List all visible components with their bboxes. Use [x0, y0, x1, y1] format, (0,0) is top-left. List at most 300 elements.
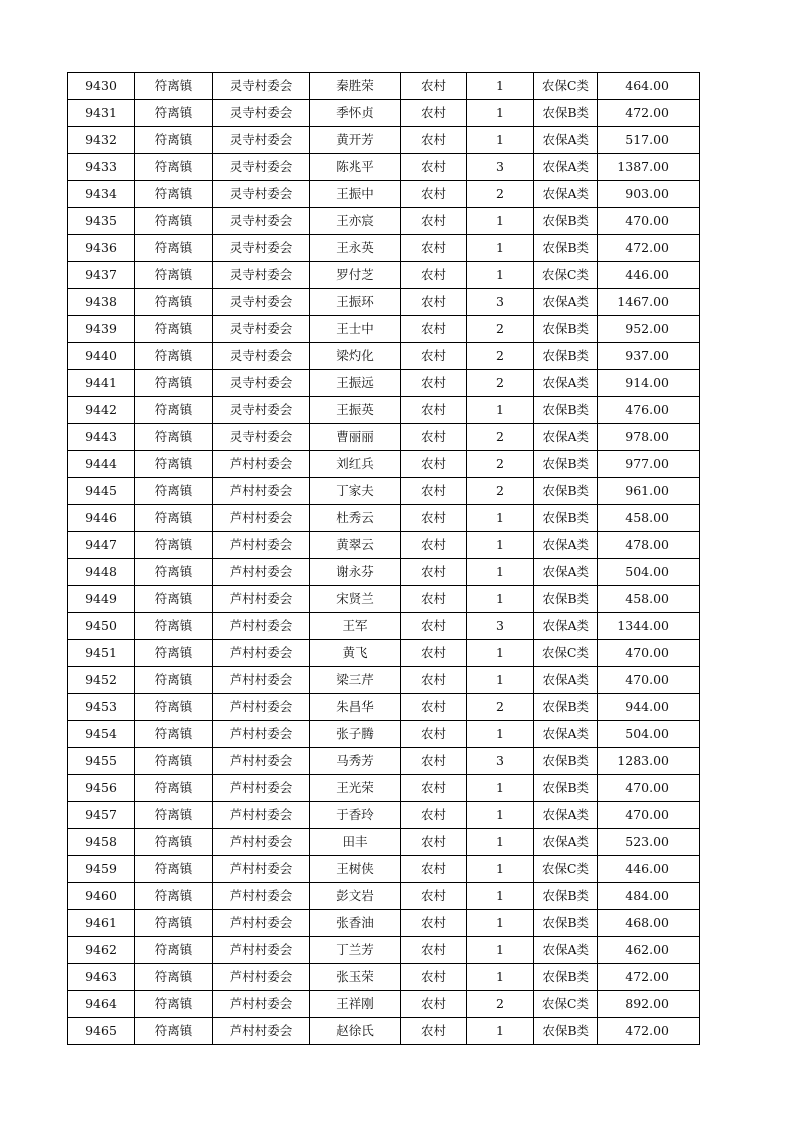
amount-cell: 523.00 [598, 829, 700, 856]
insurance-category-cell: 农保B类 [534, 586, 598, 613]
row-number-cell: 9464 [68, 991, 135, 1018]
name-cell: 王振环 [310, 289, 401, 316]
table-row [68, 640, 700, 667]
amount-cell: 446.00 [598, 856, 700, 883]
town-cell: 符离镇 [135, 721, 213, 748]
name-cell: 杜秀云 [310, 505, 401, 532]
town-cell: 符离镇 [135, 127, 213, 154]
insurance-category-cell: 农保A类 [534, 289, 598, 316]
member-count-cell: 1 [467, 883, 534, 910]
member-count-cell: 3 [467, 289, 534, 316]
row-number-cell: 9433 [68, 154, 135, 181]
household-type-cell: 农村 [401, 208, 467, 235]
row-number-cell: 9444 [68, 451, 135, 478]
amount-cell: 470.00 [598, 802, 700, 829]
table-row [68, 100, 700, 127]
town-cell: 符离镇 [135, 640, 213, 667]
household-type-cell: 农村 [401, 154, 467, 181]
row-number-cell: 9435 [68, 208, 135, 235]
amount-cell: 504.00 [598, 721, 700, 748]
household-type-cell: 农村 [401, 991, 467, 1018]
member-count-cell: 1 [467, 964, 534, 991]
amount-cell: 478.00 [598, 532, 700, 559]
table-row [68, 289, 700, 316]
amount-cell: 944.00 [598, 694, 700, 721]
household-type-cell: 农村 [401, 775, 467, 802]
town-cell: 符离镇 [135, 964, 213, 991]
insurance-category-cell: 农保A类 [534, 154, 598, 181]
village-committee-cell: 灵寺村委会 [213, 100, 310, 127]
table-row [68, 910, 700, 937]
village-committee-cell: 芦村村委会 [213, 586, 310, 613]
row-number-cell: 9447 [68, 532, 135, 559]
amount-cell: 978.00 [598, 424, 700, 451]
town-cell: 符离镇 [135, 532, 213, 559]
row-number-cell: 9439 [68, 316, 135, 343]
row-number-cell: 9449 [68, 586, 135, 613]
table-row [68, 856, 700, 883]
insurance-category-cell: 农保B类 [534, 343, 598, 370]
town-cell: 符离镇 [135, 613, 213, 640]
row-number-cell: 9450 [68, 613, 135, 640]
insurance-category-cell: 农保B类 [534, 478, 598, 505]
village-committee-cell: 芦村村委会 [213, 559, 310, 586]
amount-cell: 484.00 [598, 883, 700, 910]
name-cell: 黄开芳 [310, 127, 401, 154]
village-committee-cell: 芦村村委会 [213, 667, 310, 694]
row-number-cell: 9441 [68, 370, 135, 397]
insurance-category-cell: 农保A类 [534, 424, 598, 451]
name-cell: 王祥刚 [310, 991, 401, 1018]
row-number-cell: 9465 [68, 1018, 135, 1045]
name-cell: 季怀贞 [310, 100, 401, 127]
table-row [68, 883, 700, 910]
table-row [68, 1018, 700, 1045]
table-row [68, 208, 700, 235]
table-row [68, 235, 700, 262]
town-cell: 符离镇 [135, 505, 213, 532]
table-row [68, 964, 700, 991]
amount-cell: 470.00 [598, 667, 700, 694]
household-type-cell: 农村 [401, 910, 467, 937]
household-type-cell: 农村 [401, 640, 467, 667]
household-type-cell: 农村 [401, 370, 467, 397]
name-cell: 王振英 [310, 397, 401, 424]
name-cell: 王军 [310, 613, 401, 640]
household-type-cell: 农村 [401, 748, 467, 775]
household-type-cell: 农村 [401, 478, 467, 505]
member-count-cell: 1 [467, 532, 534, 559]
household-type-cell: 农村 [401, 613, 467, 640]
household-type-cell: 农村 [401, 532, 467, 559]
insurance-category-cell: 农保A类 [534, 613, 598, 640]
village-committee-cell: 灵寺村委会 [213, 262, 310, 289]
name-cell: 丁兰芳 [310, 937, 401, 964]
town-cell: 符离镇 [135, 856, 213, 883]
household-type-cell: 农村 [401, 586, 467, 613]
amount-cell: 961.00 [598, 478, 700, 505]
insurance-category-cell: 农保A类 [534, 559, 598, 586]
village-committee-cell: 灵寺村委会 [213, 289, 310, 316]
town-cell: 符离镇 [135, 883, 213, 910]
table-row [68, 613, 700, 640]
village-committee-cell: 灵寺村委会 [213, 370, 310, 397]
village-committee-cell: 灵寺村委会 [213, 127, 310, 154]
member-count-cell: 1 [467, 1018, 534, 1045]
row-number-cell: 9463 [68, 964, 135, 991]
table-row [68, 937, 700, 964]
amount-cell: 504.00 [598, 559, 700, 586]
row-number-cell: 9458 [68, 829, 135, 856]
village-committee-cell: 芦村村委会 [213, 721, 310, 748]
household-type-cell: 农村 [401, 802, 467, 829]
insurance-category-cell: 农保A类 [534, 667, 598, 694]
town-cell: 符离镇 [135, 316, 213, 343]
member-count-cell: 1 [467, 262, 534, 289]
table-row [68, 802, 700, 829]
insurance-category-cell: 农保C类 [534, 640, 598, 667]
household-type-cell: 农村 [401, 856, 467, 883]
name-cell: 王亦宸 [310, 208, 401, 235]
name-cell: 于香玲 [310, 802, 401, 829]
name-cell: 张玉荣 [310, 964, 401, 991]
town-cell: 符离镇 [135, 991, 213, 1018]
town-cell: 符离镇 [135, 397, 213, 424]
table-row [68, 721, 700, 748]
table-row [68, 262, 700, 289]
member-count-cell: 3 [467, 748, 534, 775]
row-number-cell: 9451 [68, 640, 135, 667]
row-number-cell: 9457 [68, 802, 135, 829]
amount-cell: 468.00 [598, 910, 700, 937]
town-cell: 符离镇 [135, 343, 213, 370]
row-number-cell: 9452 [68, 667, 135, 694]
household-type-cell: 农村 [401, 883, 467, 910]
name-cell: 王树侠 [310, 856, 401, 883]
village-committee-cell: 芦村村委会 [213, 1018, 310, 1045]
name-cell: 梁灼化 [310, 343, 401, 370]
table-row [68, 505, 700, 532]
amount-cell: 1283.00 [598, 748, 700, 775]
household-type-cell: 农村 [401, 505, 467, 532]
amount-cell: 1467.00 [598, 289, 700, 316]
name-cell: 罗付芝 [310, 262, 401, 289]
village-committee-cell: 灵寺村委会 [213, 235, 310, 262]
town-cell: 符离镇 [135, 424, 213, 451]
village-committee-cell: 芦村村委会 [213, 613, 310, 640]
village-committee-cell: 芦村村委会 [213, 937, 310, 964]
roster-table [67, 72, 700, 1045]
village-committee-cell: 芦村村委会 [213, 748, 310, 775]
row-number-cell: 9432 [68, 127, 135, 154]
table-row [68, 667, 700, 694]
village-committee-cell: 芦村村委会 [213, 505, 310, 532]
member-count-cell: 1 [467, 910, 534, 937]
member-count-cell: 2 [467, 181, 534, 208]
town-cell: 符离镇 [135, 1018, 213, 1045]
amount-cell: 476.00 [598, 397, 700, 424]
village-committee-cell: 芦村村委会 [213, 802, 310, 829]
household-type-cell: 农村 [401, 316, 467, 343]
insurance-category-cell: 农保B类 [534, 775, 598, 802]
town-cell: 符离镇 [135, 478, 213, 505]
village-committee-cell: 芦村村委会 [213, 856, 310, 883]
village-committee-cell: 灵寺村委会 [213, 424, 310, 451]
row-number-cell: 9456 [68, 775, 135, 802]
amount-cell: 952.00 [598, 316, 700, 343]
village-committee-cell: 芦村村委会 [213, 964, 310, 991]
table-row [68, 181, 700, 208]
insurance-category-cell: 农保A类 [534, 829, 598, 856]
table-row [68, 775, 700, 802]
village-committee-cell: 灵寺村委会 [213, 316, 310, 343]
member-count-cell: 1 [467, 721, 534, 748]
household-type-cell: 农村 [401, 559, 467, 586]
table-row [68, 451, 700, 478]
table-row [68, 829, 700, 856]
household-type-cell: 农村 [401, 424, 467, 451]
insurance-category-cell: 农保A类 [534, 721, 598, 748]
town-cell: 符离镇 [135, 451, 213, 478]
name-cell: 朱昌华 [310, 694, 401, 721]
table-row [68, 559, 700, 586]
household-type-cell: 农村 [401, 721, 467, 748]
amount-cell: 1387.00 [598, 154, 700, 181]
member-count-cell: 1 [467, 100, 534, 127]
name-cell: 黄翠云 [310, 532, 401, 559]
insurance-category-cell: 农保B类 [534, 208, 598, 235]
village-committee-cell: 芦村村委会 [213, 478, 310, 505]
member-count-cell: 2 [467, 694, 534, 721]
town-cell: 符离镇 [135, 154, 213, 181]
member-count-cell: 1 [467, 208, 534, 235]
name-cell: 谢永芬 [310, 559, 401, 586]
name-cell: 张香油 [310, 910, 401, 937]
insurance-category-cell: 农保B类 [534, 316, 598, 343]
member-count-cell: 2 [467, 991, 534, 1018]
household-type-cell: 农村 [401, 235, 467, 262]
member-count-cell: 1 [467, 640, 534, 667]
insurance-category-cell: 农保B类 [534, 910, 598, 937]
town-cell: 符离镇 [135, 829, 213, 856]
insurance-category-cell: 农保B类 [534, 100, 598, 127]
household-type-cell: 农村 [401, 289, 467, 316]
household-type-cell: 农村 [401, 829, 467, 856]
row-number-cell: 9434 [68, 181, 135, 208]
insurance-category-cell: 农保B类 [534, 451, 598, 478]
member-count-cell: 2 [467, 370, 534, 397]
row-number-cell: 9440 [68, 343, 135, 370]
household-type-cell: 农村 [401, 127, 467, 154]
table-row [68, 370, 700, 397]
table-row [68, 73, 700, 100]
name-cell: 王士中 [310, 316, 401, 343]
insurance-category-cell: 农保B类 [534, 235, 598, 262]
amount-cell: 462.00 [598, 937, 700, 964]
insurance-category-cell: 农保C类 [534, 73, 598, 100]
amount-cell: 472.00 [598, 100, 700, 127]
name-cell: 张子腾 [310, 721, 401, 748]
household-type-cell: 农村 [401, 181, 467, 208]
town-cell: 符离镇 [135, 694, 213, 721]
town-cell: 符离镇 [135, 262, 213, 289]
member-count-cell: 1 [467, 73, 534, 100]
village-committee-cell: 灵寺村委会 [213, 73, 310, 100]
roster-body [68, 73, 700, 1045]
row-number-cell: 9443 [68, 424, 135, 451]
town-cell: 符离镇 [135, 586, 213, 613]
name-cell: 马秀芳 [310, 748, 401, 775]
member-count-cell: 3 [467, 613, 534, 640]
town-cell: 符离镇 [135, 937, 213, 964]
table-row [68, 343, 700, 370]
town-cell: 符离镇 [135, 100, 213, 127]
row-number-cell: 9431 [68, 100, 135, 127]
name-cell: 王光荣 [310, 775, 401, 802]
name-cell: 秦胜荣 [310, 73, 401, 100]
insurance-category-cell: 农保C类 [534, 262, 598, 289]
name-cell: 王永英 [310, 235, 401, 262]
amount-cell: 977.00 [598, 451, 700, 478]
insurance-category-cell: 农保A类 [534, 181, 598, 208]
member-count-cell: 1 [467, 586, 534, 613]
table-row [68, 991, 700, 1018]
village-committee-cell: 灵寺村委会 [213, 154, 310, 181]
town-cell: 符离镇 [135, 235, 213, 262]
village-committee-cell: 芦村村委会 [213, 910, 310, 937]
insurance-category-cell: 农保A类 [534, 937, 598, 964]
row-number-cell: 9438 [68, 289, 135, 316]
member-count-cell: 1 [467, 937, 534, 964]
amount-cell: 458.00 [598, 586, 700, 613]
insurance-category-cell: 农保A类 [534, 802, 598, 829]
town-cell: 符离镇 [135, 289, 213, 316]
name-cell: 王振远 [310, 370, 401, 397]
village-committee-cell: 芦村村委会 [213, 532, 310, 559]
amount-cell: 446.00 [598, 262, 700, 289]
table-row [68, 748, 700, 775]
insurance-category-cell: 农保B类 [534, 883, 598, 910]
household-type-cell: 农村 [401, 694, 467, 721]
household-type-cell: 农村 [401, 73, 467, 100]
household-type-cell: 农村 [401, 262, 467, 289]
village-committee-cell: 灵寺村委会 [213, 208, 310, 235]
household-type-cell: 农村 [401, 343, 467, 370]
insurance-category-cell: 农保B类 [534, 505, 598, 532]
name-cell: 赵徐氏 [310, 1018, 401, 1045]
village-committee-cell: 灵寺村委会 [213, 343, 310, 370]
name-cell: 梁三芹 [310, 667, 401, 694]
amount-cell: 892.00 [598, 991, 700, 1018]
table-row [68, 127, 700, 154]
name-cell: 丁家夫 [310, 478, 401, 505]
insurance-category-cell: 农保C类 [534, 991, 598, 1018]
insurance-category-cell: 农保B类 [534, 964, 598, 991]
town-cell: 符离镇 [135, 802, 213, 829]
insurance-category-cell: 农保B类 [534, 694, 598, 721]
insurance-category-cell: 农保B类 [534, 1018, 598, 1045]
member-count-cell: 1 [467, 775, 534, 802]
amount-cell: 458.00 [598, 505, 700, 532]
member-count-cell: 1 [467, 127, 534, 154]
name-cell: 田丰 [310, 829, 401, 856]
table-row [68, 316, 700, 343]
household-type-cell: 农村 [401, 964, 467, 991]
row-number-cell: 9455 [68, 748, 135, 775]
village-committee-cell: 芦村村委会 [213, 640, 310, 667]
household-type-cell: 农村 [401, 451, 467, 478]
name-cell: 陈兆平 [310, 154, 401, 181]
amount-cell: 937.00 [598, 343, 700, 370]
village-committee-cell: 芦村村委会 [213, 829, 310, 856]
table-row [68, 397, 700, 424]
name-cell: 王振中 [310, 181, 401, 208]
name-cell: 刘红兵 [310, 451, 401, 478]
member-count-cell: 1 [467, 559, 534, 586]
member-count-cell: 2 [467, 478, 534, 505]
town-cell: 符离镇 [135, 181, 213, 208]
member-count-cell: 1 [467, 829, 534, 856]
town-cell: 符离镇 [135, 910, 213, 937]
row-number-cell: 9454 [68, 721, 135, 748]
name-cell: 彭文岩 [310, 883, 401, 910]
row-number-cell: 9461 [68, 910, 135, 937]
name-cell: 黄飞 [310, 640, 401, 667]
insurance-category-cell: 农保B类 [534, 397, 598, 424]
member-count-cell: 1 [467, 505, 534, 532]
village-committee-cell: 灵寺村委会 [213, 181, 310, 208]
amount-cell: 472.00 [598, 235, 700, 262]
row-number-cell: 9445 [68, 478, 135, 505]
amount-cell: 470.00 [598, 208, 700, 235]
town-cell: 符离镇 [135, 208, 213, 235]
row-number-cell: 9460 [68, 883, 135, 910]
row-number-cell: 9446 [68, 505, 135, 532]
table-row [68, 154, 700, 181]
table-row [68, 424, 700, 451]
village-committee-cell: 芦村村委会 [213, 883, 310, 910]
member-count-cell: 3 [467, 154, 534, 181]
insurance-category-cell: 农保A类 [534, 370, 598, 397]
table-row [68, 586, 700, 613]
name-cell: 宋贤兰 [310, 586, 401, 613]
amount-cell: 470.00 [598, 775, 700, 802]
row-number-cell: 9448 [68, 559, 135, 586]
amount-cell: 472.00 [598, 964, 700, 991]
amount-cell: 470.00 [598, 640, 700, 667]
name-cell: 曹丽丽 [310, 424, 401, 451]
insurance-category-cell: 农保C类 [534, 856, 598, 883]
table-row [68, 532, 700, 559]
household-type-cell: 农村 [401, 100, 467, 127]
town-cell: 符离镇 [135, 667, 213, 694]
insurance-category-cell: 农保B类 [534, 748, 598, 775]
row-number-cell: 9437 [68, 262, 135, 289]
row-number-cell: 9442 [68, 397, 135, 424]
amount-cell: 903.00 [598, 181, 700, 208]
amount-cell: 914.00 [598, 370, 700, 397]
row-number-cell: 9436 [68, 235, 135, 262]
member-count-cell: 1 [467, 235, 534, 262]
member-count-cell: 1 [467, 397, 534, 424]
town-cell: 符离镇 [135, 370, 213, 397]
member-count-cell: 1 [467, 667, 534, 694]
member-count-cell: 2 [467, 451, 534, 478]
amount-cell: 464.00 [598, 73, 700, 100]
table-row [68, 694, 700, 721]
amount-cell: 517.00 [598, 127, 700, 154]
insurance-category-cell: 农保A类 [534, 127, 598, 154]
